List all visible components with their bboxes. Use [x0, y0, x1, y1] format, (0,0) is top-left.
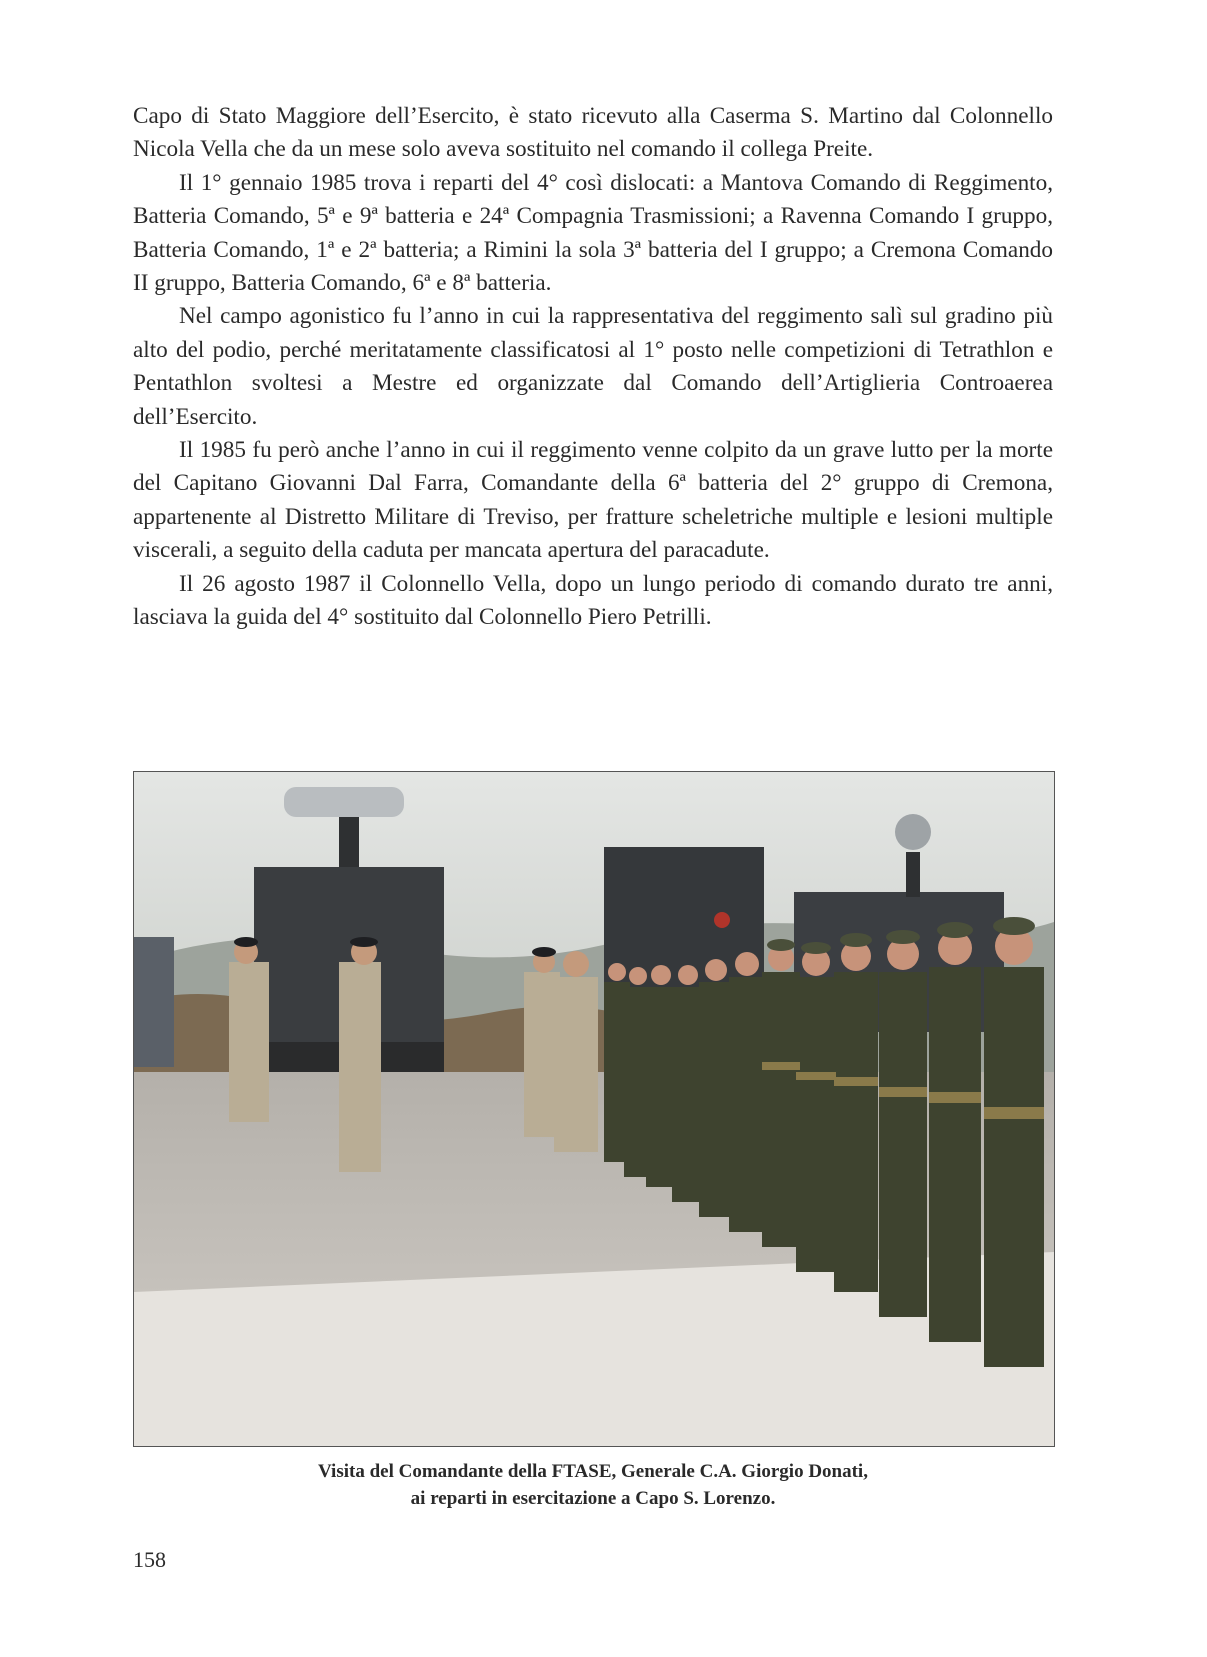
paragraph: Capo di Stato Maggiore dell’Esercito, è stato ricevuto alla Caserma S. Martino dal Colonnello Nicola Vella che da un mese solo aveva sostituito nel comando il collega Preite.: [133, 103, 1053, 163]
body-text: [133, 100, 1053, 635]
caption-line: ai reparti in esercitazione a Capo S. Lorenzo.: [410, 1488, 776, 1509]
paragraph: Il 1985 fu però anche l’anno in cui il reggimento venne colpito da un grave lutto per la morte del Capitano Giovanni Dal Farra, Comandante della 6ª batteria del 2° gruppo di Cremona, appartenente al Distretto Militare di Treviso, per fratture scheletriche multiple e lesioni multiple viscerali, a seguito della caduta per mancata apertura del paracadute.: [133, 437, 1053, 564]
photo-caption: [133, 1458, 1053, 1512]
paragraph: Il 1° gennaio 1985 trova i reparti del 4° così dislocati: a Mantova Comando di Reggimento, Batteria Comando, 5ª e 9ª batteria e 24ª Compagnia Trasmissioni; a Ravenna Comando I gruppo, Batteria Comando, 1ª e 2ª batteria; a Rimini la sola 3ª batteria del I gruppo; a Cremona Comando II gruppo, Batteria Comando, 6ª e 8ª batteria.: [133, 169, 1053, 297]
paragraph: Nel campo agonistico fu l’anno in cui la rappresentativa del reggimento salì sul gradino più alto del podio, perché meritatamente classificatosi al 1° posto nelle competizioni di Tetrathlon e Pentathlon svoltesi a Mestre ed organizzate dal Comando dell’Artiglieria Controaerea dell’Esercito.: [133, 303, 1053, 430]
page-number: 158: [133, 1547, 166, 1572]
paragraph: Il 26 agosto 1987 il Colonnello Vella, dopo un lungo periodo di comando durato tre anni, lasciava la guida del 4° sostituito dal Colonnello Piero Petrilli.: [133, 570, 1053, 631]
photograph: [133, 771, 1055, 1447]
military-inspection-photo: [134, 772, 1054, 1446]
caption-line: Visita del Comandante della FTASE, Generale C.A. Giorgio Donati,: [318, 1461, 868, 1482]
